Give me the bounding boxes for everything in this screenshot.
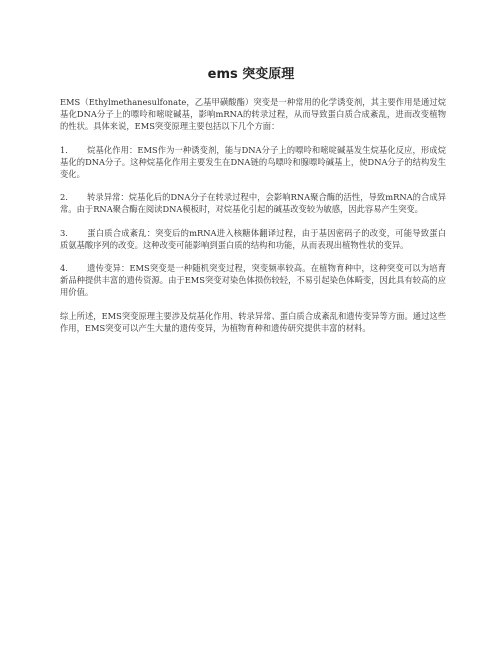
list-item-1 [60,144,446,181]
document-body [60,96,446,345]
list-item-number: 2. [60,192,68,203]
list-item-4 [60,262,446,299]
list-item-text: 转录异常：烷基化后的DNA分子在转录过程中，会影响RNA聚合酶的活性，导致mRNA的合成异常。由于RNA聚合酶在阅读DNA模板时，对烷基化引起的碱基改变较为敏感，因此容易产生突变。 [60,192,446,215]
list-item-number: 1. [60,144,68,155]
intro-paragraph: EMS（Ethylmethanesulfonate，乙基甲磺酸酯）突变是一种常用的化学诱变剂，其主要作用是通过烷基化DNA分子上的嘌呤和嘧啶碱基，影响mRNA的转录过程，从而导致蛋白质合成紊乱，进而改变植物的性状。具体来说，EMS突变原理主要包括以下几个方面： [60,97,446,132]
document-title: ems 突变原理 [207,67,295,82]
list-item-text: 烷基化作用：EMS作为一种诱变剂，能与DNA分子上的嘌呤和嘧啶碱基发生烷基化反应，形成烷基化的DNA分子。这种烷基化作用主要发生在DNA链的鸟嘌呤和腺嘌呤碱基上，使DNA分子的结构发生变化。 [60,144,446,180]
list-item-2 [60,191,446,215]
list-item-number: 4. [60,263,68,274]
list-item-text: 蛋白质合成紊乱：突变后的mRNA进入核糖体翻译过程，由于基因密码子的改变，可能导致蛋白质氨基酸序列的改变。这种改变可能影响到蛋白质的结构和功能，从而表现出植物性状的变异。 [60,227,446,250]
list-item-3 [60,227,446,251]
list-item-number: 3. [60,227,68,238]
list-item-text: 遗传变异：EMS突变是一种随机突变过程，突变频率较高。在植物育种中，这种突变可以为培育新品种提供丰富的遗传资源。由于EMS突变对染色体损伤较轻，不易引起染色体畸变，因此具有较高的应用价值。 [60,263,446,298]
conclusion-paragraph: 综上所述，EMS突变原理主要涉及烷基化作用、转录异常、蛋白质合成紊乱和遗传变异等方面。通过这些作用，EMS突变可以产生大量的遗传变异，为植物育种和遗传研究提供丰富的材料。 [60,310,446,333]
